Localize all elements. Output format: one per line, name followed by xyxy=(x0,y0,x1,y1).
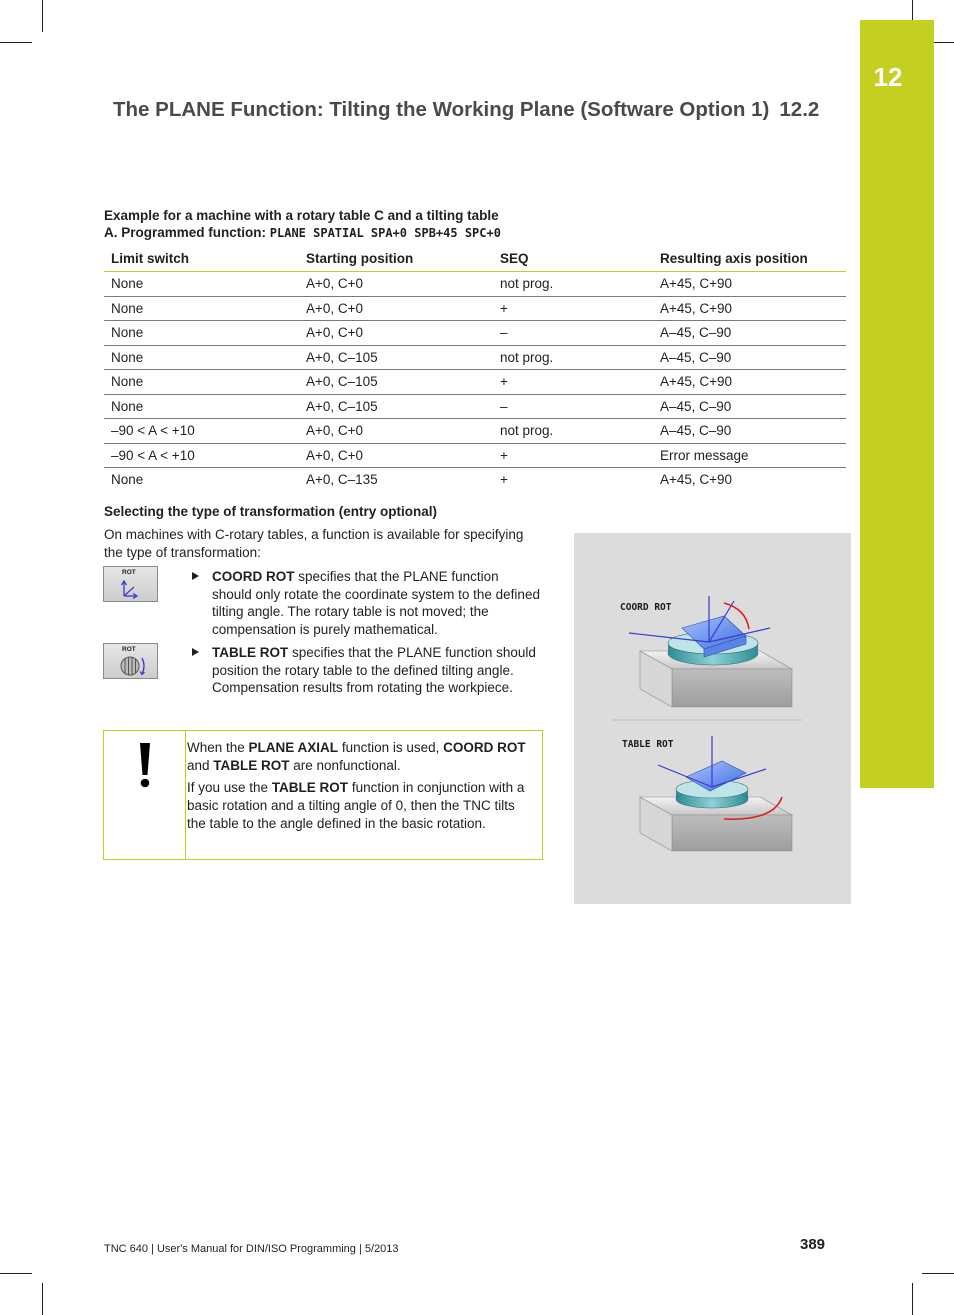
notice-text-run: If you use the xyxy=(187,780,272,795)
coord-rot-term: COORD ROT xyxy=(212,569,295,584)
example-title-block xyxy=(104,207,501,242)
section-number: 12.2 xyxy=(779,98,820,121)
coordinate-axes-icon xyxy=(104,567,157,601)
notice-text xyxy=(187,739,532,837)
table-cell: not prog. xyxy=(493,419,653,444)
table-cell: A–45, C–90 xyxy=(653,394,846,419)
notice-paragraph xyxy=(187,779,532,833)
table-row xyxy=(104,321,846,346)
rotary-table-icon xyxy=(104,644,157,678)
table-cell: A–45, C–90 xyxy=(653,321,846,346)
figure-label-top: COORD ROT xyxy=(620,602,672,613)
table-cell: A+0, C+0 xyxy=(299,272,493,297)
table-cell: A+45, C+90 xyxy=(660,472,733,488)
coord-rot-description xyxy=(192,568,542,638)
workpiece-base-front-bottom xyxy=(672,815,792,851)
table-cell: None xyxy=(104,321,299,346)
table-cell: None xyxy=(104,370,299,395)
table-cell: A+0, C–105 xyxy=(299,394,493,419)
table-cell: A+0, C+0 xyxy=(299,443,493,468)
table-cell: A+45, C+90 xyxy=(653,272,846,297)
table-rot-body: specifies that the PLANE function should position the rotary table to the defined tilting angle. Compensation results from rotating the workpiece. xyxy=(212,645,536,695)
coord-rot-text xyxy=(212,568,542,638)
table-cell: A–45, C–90 xyxy=(653,419,846,444)
exclamation-icon xyxy=(138,743,152,789)
table-cell: A+0, C+0 xyxy=(299,419,493,444)
bullet-arrow-icon xyxy=(192,572,199,580)
table-cell: –90 < A < +10 xyxy=(104,443,299,468)
running-header xyxy=(113,98,833,122)
workpiece-base-front-top xyxy=(672,669,792,707)
table-cell: + xyxy=(493,370,653,395)
notice-box xyxy=(103,730,543,860)
transformation-heading: Selecting the type of transformation (entry optional) xyxy=(104,504,438,519)
footer-text: TNC 640 | User's Manual for DIN/ISO Programming | 5/2013 xyxy=(104,1243,399,1255)
notice-term: TABLE ROT xyxy=(271,780,349,795)
illustration-svg xyxy=(574,533,851,904)
table-cell: A+0, C–105 xyxy=(299,370,493,395)
table-cell: A+45, C+90 xyxy=(653,370,846,395)
table-cell: None xyxy=(111,472,144,488)
table-cell: None xyxy=(104,394,299,419)
table-row xyxy=(104,394,846,419)
table-cell: A+0, C–135 xyxy=(306,472,378,488)
coord-rot-softkey[interactable] xyxy=(103,566,158,602)
crop-mark xyxy=(922,1273,954,1274)
crop-mark xyxy=(912,1283,913,1315)
notice-term: COORD ROT xyxy=(443,740,526,755)
col-header-seq: SEQ xyxy=(493,246,653,272)
figure-label-bottom: TABLE ROT xyxy=(622,739,674,750)
notice-text-run: When the xyxy=(187,740,249,755)
table-cell: None xyxy=(104,296,299,321)
table-cell: + xyxy=(493,296,653,321)
table-cell: not prog. xyxy=(493,272,653,297)
table-cell: + xyxy=(493,443,653,468)
coordinate-axes-bottom xyxy=(658,736,766,787)
table-cell: A+0, C+0 xyxy=(299,321,493,346)
notice-text-run: and xyxy=(187,758,214,773)
running-title: The PLANE Function: Tilting the Working Plane (Software Option 1) xyxy=(113,98,770,121)
col-header-resulting-axis-position: Resulting axis position xyxy=(653,246,846,272)
table-rot-term: TABLE ROT xyxy=(212,645,289,660)
crop-mark xyxy=(42,0,43,32)
table-row xyxy=(104,443,846,468)
limit-switch-table xyxy=(104,246,846,492)
notice-term: TABLE ROT xyxy=(213,758,290,773)
notice-term: PLANE AXIAL xyxy=(248,740,339,755)
notice-text-run: function in conjunction with a basic rotation and a tilting angle of 0, then the TNC tilts the table to the angle defined in the basic rotation. xyxy=(187,780,525,831)
crop-mark xyxy=(0,42,32,43)
notice-text-run: are nonfunctional. xyxy=(289,758,401,773)
table-cell: A+45, C+90 xyxy=(653,296,846,321)
notice-paragraph xyxy=(187,739,532,775)
softkey-label: ROT xyxy=(122,646,136,653)
table-row xyxy=(104,272,846,297)
table-row xyxy=(104,419,846,444)
col-header-limit-switch: Limit switch xyxy=(104,246,299,272)
transformation-intro: On machines with C-rotary tables, a function is available for specifying the type of transformation: xyxy=(104,527,524,560)
crop-mark xyxy=(42,1283,43,1315)
table-rot-softkey[interactable] xyxy=(103,643,158,679)
chapter-tab xyxy=(860,20,934,788)
table-row xyxy=(104,296,846,321)
notice-divider xyxy=(185,731,186,859)
chapter-number: 12 xyxy=(873,62,903,92)
subtitle-prefix: A. Programmed function: xyxy=(104,225,270,240)
table-cell: A+0, C+0 xyxy=(299,296,493,321)
table-cell: None xyxy=(104,272,299,297)
example-title: Example for a machine with a rotary table C and a tilting table xyxy=(104,208,499,223)
bullet-arrow-icon xyxy=(192,648,199,656)
table-rot-text xyxy=(212,644,542,697)
table-header-row xyxy=(104,246,846,272)
table-cell: –90 < A < +10 xyxy=(104,419,299,444)
table-cell: – xyxy=(493,321,653,346)
softkey-label: ROT xyxy=(122,569,136,576)
subtitle-code: PLANE SPATIAL SPA+0 SPB+45 SPC+0 xyxy=(269,226,501,240)
table-cell: Error message xyxy=(653,443,846,468)
table-cell: A–45, C–90 xyxy=(653,345,846,370)
table-row xyxy=(104,345,846,370)
table-rot-description xyxy=(192,644,542,697)
crop-mark xyxy=(0,1273,32,1274)
table-cell: None xyxy=(104,345,299,370)
table-cell: A+0, C–105 xyxy=(299,345,493,370)
table-row xyxy=(104,370,846,395)
page-number: 389 xyxy=(800,1236,826,1253)
table-cell: – xyxy=(493,394,653,419)
col-header-starting-position: Starting position xyxy=(299,246,493,272)
table-row xyxy=(104,468,846,492)
notice-text-run: function is used, xyxy=(338,740,444,755)
coord-rot-body: specifies that the PLANE function should only rotate the coordinate system to the defined tilting angle. The rotary table is not moved; the compensation is purely mathematical. xyxy=(212,569,540,637)
example-subtitle xyxy=(104,224,501,242)
table-cell: + xyxy=(500,472,508,488)
table-cell: not prog. xyxy=(493,345,653,370)
rotation-illustration xyxy=(574,533,851,904)
